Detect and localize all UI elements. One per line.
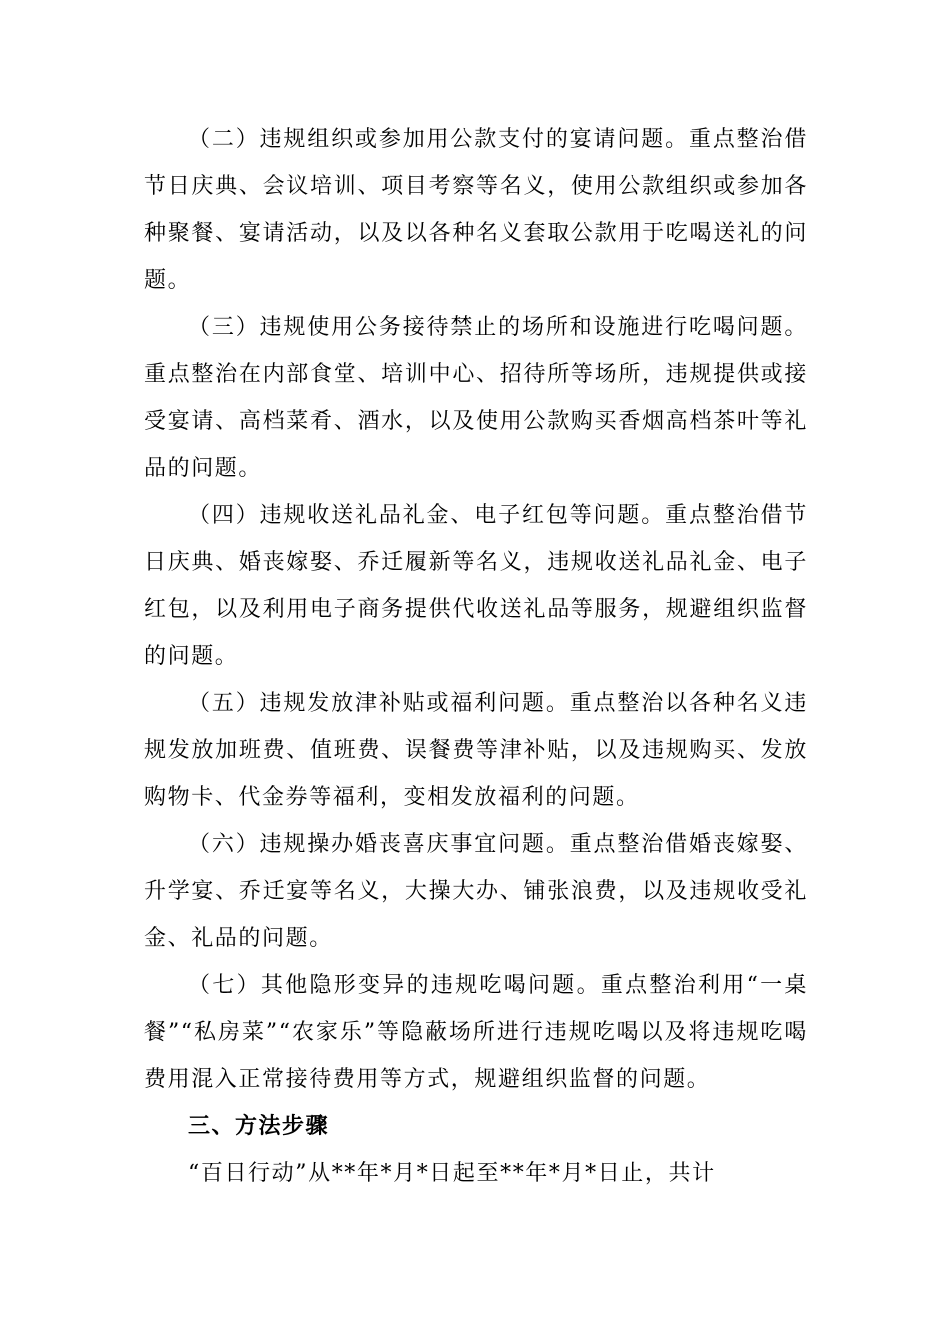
- section-heading: 三、方法步骤: [188, 1114, 330, 1139]
- paragraph-item-3: （三）违规使用公务接待禁止的场所和设施进行吃喝问题。重点整治在内部食堂、培训中心、招待所等场所，违规提供或接受宴请、高档菜肴、酒水，以及使用公款购买香烟高档茶叶等礼品的问题。: [144, 315, 808, 481]
- paragraph-action-period: “百日行动”从**年*月*日起至**年*月*日止，共计: [188, 1161, 716, 1186]
- paragraph-item-5: （五）违规发放津补贴或福利问题。重点整治以各种名义违规发放加班费、值班费、误餐费等津补贴，以及违规购买、发放购物卡、代金券等福利，变相发放福利的问题。: [144, 691, 808, 810]
- paragraph-item-4: （四）违规收送礼品礼金、电子红包等问题。重点整治借节日庆典、婚丧嫁娶、乔迁履新等名义，违规收送礼品礼金、电子红包，以及利用电子商务提供代收送礼品等服务，规避组织监督的问题。: [144, 503, 808, 669]
- paragraph-item-7: （七）其他隐形变异的违规吃喝问题。重点整治利用“一桌餐”“私房菜”“农家乐”等隐蔽场所进行违规吃喝以及将违规吃喝费用混入正常接待费用等方式，规避组织监督的问题。: [144, 973, 808, 1092]
- document-page: [144, 116, 808, 1197]
- paragraph-item-2: （二）违规组织或参加用公款支付的宴请问题。重点整治借节日庆典、会议培训、项目考察等名义，使用公款组织或参加各种聚餐、宴请活动，以及以各种名义套取公款用于吃喝送礼的问题。: [144, 127, 808, 293]
- paragraph-item-6: （六）违规操办婚丧喜庆事宜问题。重点整治借婚丧嫁娶、升学宴、乔迁宴等名义，大操大办、铺张浪费，以及违规收受礼金、礼品的问题。: [144, 832, 808, 951]
